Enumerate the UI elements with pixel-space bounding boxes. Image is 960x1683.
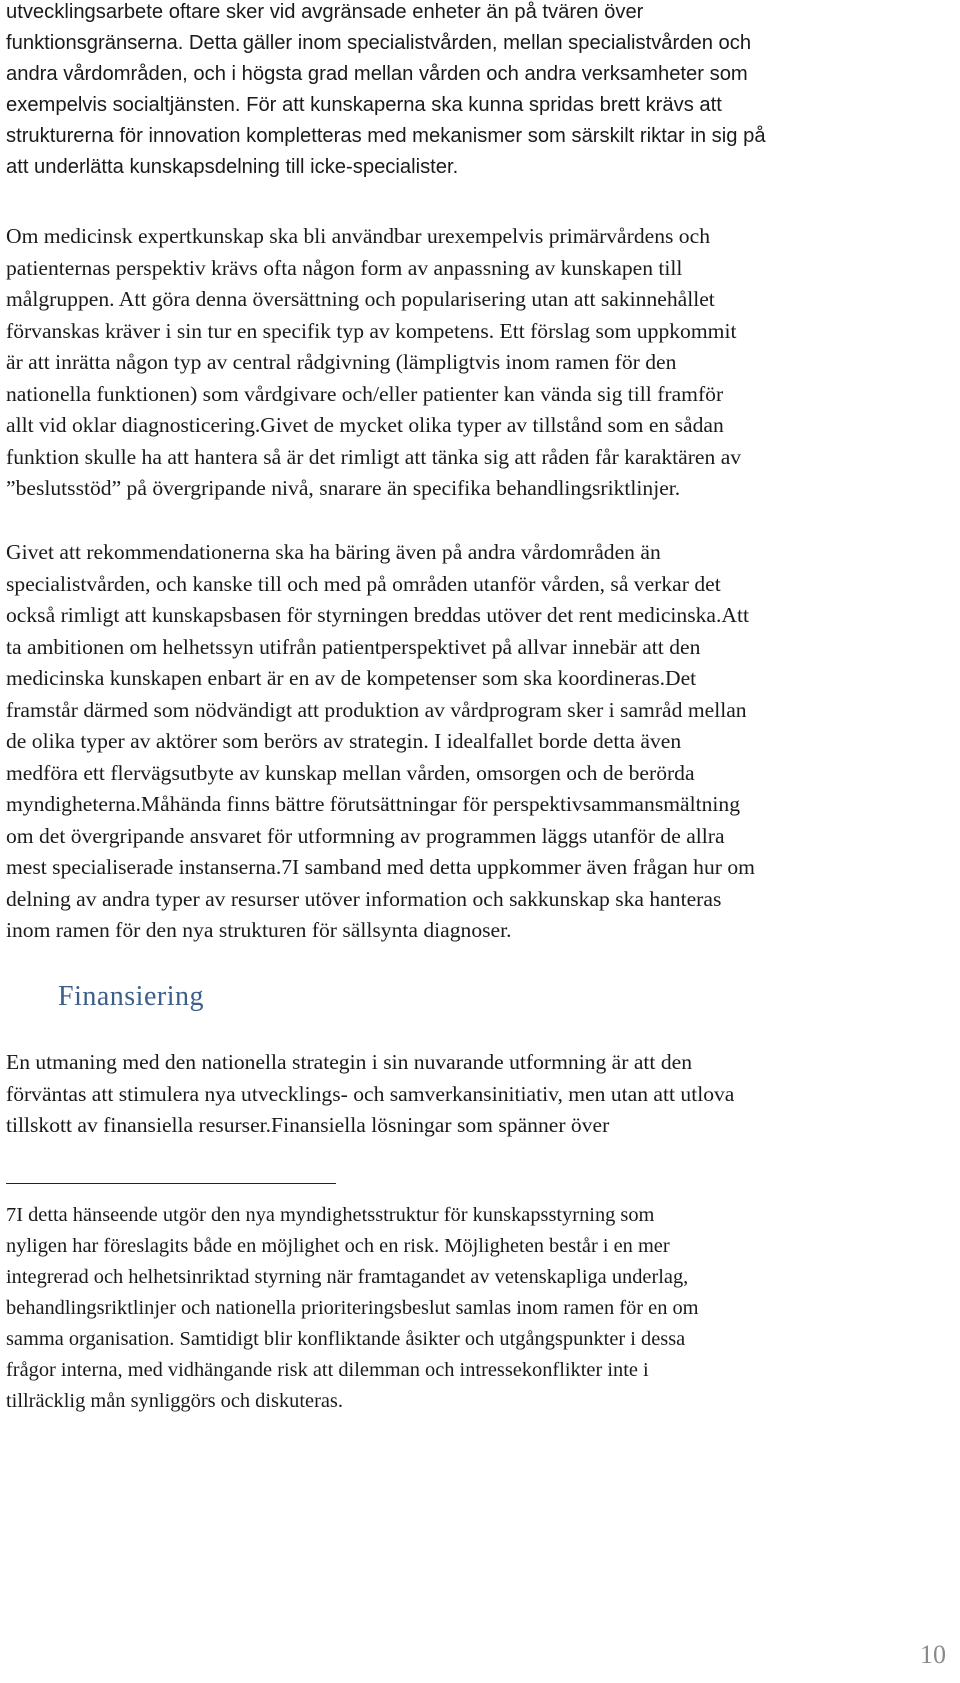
text-line: ta ambitionen om helhetssyn utifrån patientperspektivet på allvar innebär att den (6, 634, 701, 659)
text-line: tillskott av finansiella resurser.Finansiella lösningar som spänner över (6, 1113, 610, 1137)
footnote-line: frågor interna, med vidhängande risk att dilemman och intressekonflikter inte i (6, 1359, 649, 1381)
text-line: mest specialiserade instanserna.7I samband med detta uppkommer även frågan hur om (6, 855, 755, 879)
text-line: är att inrätta någon typ av central rådgivning (lämpligtvis inom ramen för den (6, 350, 677, 374)
paragraph-knowledge-spread (6, 0, 946, 183)
text-line: medföra ett flervägsutbyte av kunskap mellan vården, omsorgen och de berörda (6, 760, 695, 785)
text-line: förvanskas kräver i sin tur en specifik typ av kompetens. Ett förslag som uppkommit (6, 318, 737, 343)
text-line: strukturerna för innovation kompletteras med mekanismer som särskilt riktar in sig på (6, 125, 766, 147)
text-line: utvecklingsarbete oftare sker vid avgränsade enheter än på tvären över (6, 1, 644, 23)
text-line: nationella funktionen) som vårdgivare och/eller patienter kan vända sig till framför (6, 381, 724, 406)
footnote (6, 1200, 946, 1417)
section-heading: Finansiering (58, 981, 204, 1012)
text-line: specialistvården, och kanske till och med på områden utanför vården, så verkar det (6, 571, 721, 596)
paragraph-medical-expertise (6, 221, 946, 505)
text-line: exempelvis socialtjänsten. För att kunskaperna ska kunna spridas brett krävs att (6, 94, 722, 116)
footnote-line: integrerad och helhetsinriktad styrning när framtagandet av vetenskapliga underlag, (6, 1266, 689, 1288)
footnote-line: 7I detta hänseende utgör den nya myndighetsstruktur för kunskapsstyrning som (6, 1204, 655, 1226)
text-line: patienternas perspektiv krävs ofta någon form av anpassning av kunskapen till (6, 255, 683, 280)
text-line: delning av andra typer av resurser utöver information och sakkunskap ska hanteras (6, 886, 722, 911)
text-line: Givet att rekommendationerna ska ha bäring även på andra vårdområden än (6, 540, 661, 564)
text-line: framstår därmed som nödvändigt att produktion av vårdprogram sker i samråd mellan (6, 697, 747, 722)
text-line: medicinska kunskapen enbart är en av de kompetenser som ska koordineras.Det (6, 666, 697, 690)
paragraph-financing (6, 1047, 946, 1142)
footnote-line: samma organisation. Samtidigt blir konfliktande åsikter och utgångspunkter i dessa (6, 1328, 686, 1350)
text-line: En utmaning med den nationella strategin i sin nuvarande utformning är att den (6, 1050, 693, 1074)
text-line: om det övergripande ansvaret för utformning av programmen läggs utanför de allra (6, 823, 725, 848)
footnote-line: tillräcklig mån synliggörs och diskuteras. (6, 1390, 343, 1412)
footnote-divider (6, 1183, 336, 1184)
footnote-line: nyligen har föreslagits både en möjlighet och en risk. Möjligheten består i en mer (6, 1235, 670, 1257)
paragraph-recommendations (6, 537, 946, 947)
page-number: 10 (920, 1640, 946, 1669)
text-line: att underlätta kunskapsdelning till icke-specialister. (6, 156, 459, 178)
text-line: inom ramen för den nya strukturen för sällsynta diagnoser. (6, 918, 512, 942)
text-line: allt vid oklar diagnosticering.Givet de mycket olika typer av tillstånd som en sådan (6, 413, 724, 437)
text-line: Om medicinsk expertkunskap ska bli användbar urexempelvis primärvårdens och (6, 224, 710, 248)
text-line: myndigheterna.Måhända finns bättre förutsättningar för perspektivsammansmältning (6, 792, 740, 816)
text-line: ”beslutsstöd” på övergripande nivå, snarare än specifika behandlingsriktlinjer. (6, 476, 681, 500)
text-line: också rimligt att kunskapsbasen för styrningen breddas utöver det rent medicinska.Att (6, 603, 750, 627)
footnote-line: behandlingsriktlinjer och nationella prioriteringsbeslut samlas inom ramen för en om (6, 1297, 699, 1319)
text-line: funktionsgränserna. Detta gäller inom specialistvården, mellan specialistvården och (6, 32, 752, 54)
text-line: målgruppen. Att göra denna översättning och popularisering utan att sakinnehållet (6, 287, 715, 311)
text-line: funktion skulle ha att hantera så är det rimligt att tänka sig att råden får karaktären av (6, 444, 742, 469)
text-line: förväntas att stimulera nya utvecklings- och samverkansinitiativ, men utan att utlova (6, 1081, 735, 1106)
text-line: andra vårdområden, och i högsta grad mellan vården och andra verksamheter som (6, 63, 748, 85)
text-line: de olika typer av aktörer som berörs av strategin. I idealfallet borde detta även (6, 729, 682, 753)
